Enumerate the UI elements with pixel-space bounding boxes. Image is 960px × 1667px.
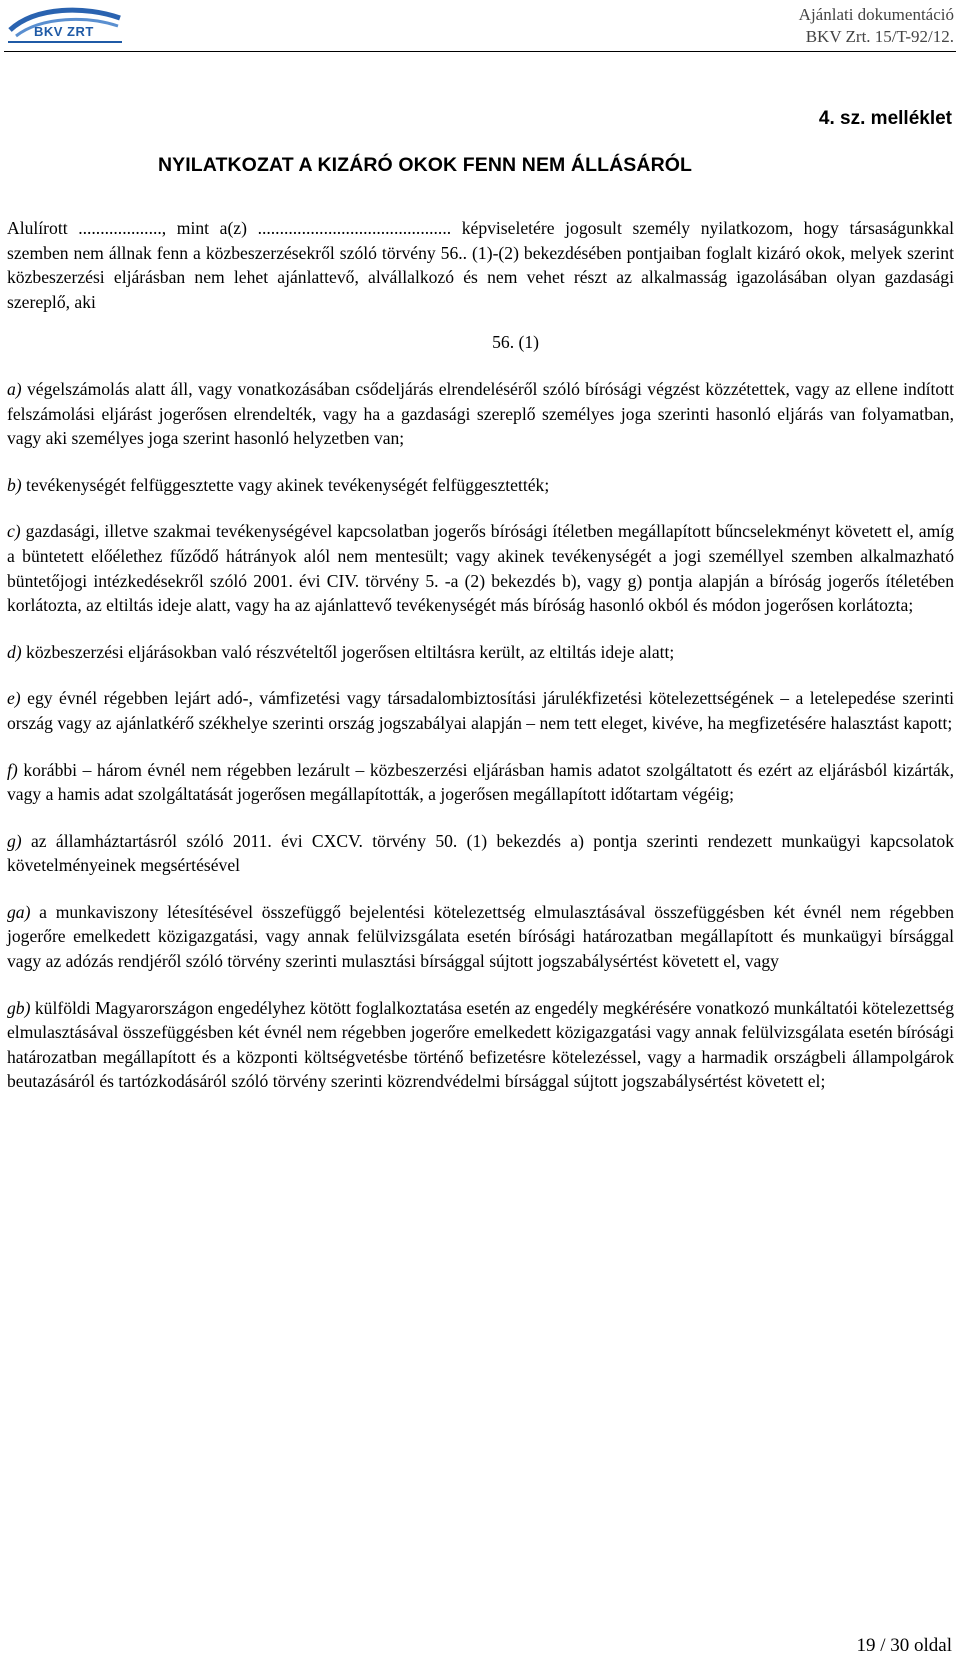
item-label: gb)	[7, 997, 31, 1018]
item-text: korábbi – három évnél nem régebben lezárult – közbeszerzési eljárásban hamis adatot szolgáltatott és ezért az eljárásból kizárták, vagy a hamis adat szolgáltatását jogerősen megállapították, a jogerősen megállapított időtartam végéig;	[7, 759, 954, 805]
item-label: e)	[7, 688, 21, 709]
item-a	[7, 377, 954, 451]
item-label: c)	[7, 521, 21, 542]
item-ga	[7, 900, 954, 974]
item-e	[7, 686, 954, 735]
item-text: tevékenységét felfüggesztette vagy akinek tevékenységét felfüggesztették;	[21, 474, 550, 495]
item-c	[7, 519, 954, 617]
item-label: g)	[7, 830, 22, 851]
intro-paragraph: Alulírott ..................., mint a(z) ............................................ képviseletére jogosult személy nyilatkozom, hogy társaságunkkal szemben nem állnak fenn a közbeszerzésekről szóló törvény 56.. (1)-(2) bekezdésében pontjaiban foglalt kizáró okok, melyek szerint közbeszerzési eljárásban nem lehet ajánlattevő, alvállalkozó és nem vehet részt az alkalmasság igazolásában olyan gazdasági szereplő, aki	[7, 218, 954, 312]
item-label: b)	[7, 474, 22, 495]
page-header	[0, 0, 960, 50]
item-text: az államháztartásról szóló 2011. évi CXCV. törvény 50. (1) bekezdés a) pontja szerinti rendezett munkaügyi kapcsolatok követelményeinek megsértésével	[7, 830, 954, 876]
item-text: a munkaviszony létesítésével összefüggő bejelentési kötelezettség elmulasztásával összefüggésben két évnél nem régebben jogerőre emelkedett közigazgatási, vagy annak felülvizsgálata esetén bírósági határozatban megállapított és munkaügyi bírsággal vagy az adózás rendjéről szóló törvény szerinti mulasztási bírsággal sújtott jogszabálysértést követett el, vagy	[7, 901, 954, 972]
doc-type: Ajánlati dokumentáció	[798, 5, 954, 24]
page-number: 19 / 30 oldal	[856, 1635, 952, 1656]
item-text: külföldi Magyarországon engedélyhez kötött foglalkoztatása esetén az engedély megkérésére vonatkozó munkáltatói kötelezettség elmulasztásával összefüggésben két évnél nem régebben jogerőre emelkedett közigazgatási vagy annak felülvizsgálata esetén bírósági határozatban megállapított és a központi költségvetésbe történő befizetésre kötelezéssel, vagy a harmadik országbeli állampolgárok beutazásáról és tartózkodásáról szóló törvény szerinti közrendvédelmi bírsággal sújtott jogszabálysértést követett el;	[7, 997, 954, 1092]
page-title	[0, 154, 960, 177]
section-heading: 56. (1)	[492, 332, 539, 353]
item-g	[7, 829, 954, 878]
item-b	[7, 473, 954, 498]
annex-number: 4. sz. melléklet	[818, 108, 952, 129]
header-doc-info	[799, 4, 954, 48]
logo-text: BKV ZRT	[34, 24, 94, 39]
item-text: egy évnél régebben lejárt adó-, vámfizetési vagy társadalombiztosítási járulékfizetési kötelezettségének – a letelepedése szerinti ország vagy az ajánlatkérő székhelye szerinti ország jogszabályai alapján – nem tett eleget, kivéve, ha megfizetésére halasztást kapott;	[7, 688, 954, 733]
doc-reference: BKV Zrt. 15/T-92/12.	[805, 27, 954, 46]
item-label: f)	[7, 759, 18, 780]
item-text: közbeszerzési eljárásokban való részvételtől jogerősen eltiltásra került, az eltiltás ideje alatt;	[21, 641, 675, 662]
item-gb	[7, 996, 954, 1094]
header-divider	[4, 51, 956, 52]
item-label: ga)	[7, 901, 31, 922]
document-body	[7, 216, 954, 1116]
item-f	[7, 758, 954, 807]
item-text: végelszámolás alatt áll, vagy vonatkozásában csődeljárás elrendeléséről szóló bírósági végzést közzétettek, vagy az ellene indított felszámolási eljárást jogerősen elrendelték, vagy ha a gazdasági szereplő személyes joga szerinti hasonló eljárás van folyamatban, vagy aki személyes joga szerint hasonló helyzetben van;	[7, 378, 954, 449]
item-d	[7, 640, 954, 665]
bkv-logo	[6, 4, 124, 46]
item-label: d)	[7, 641, 22, 662]
item-text: gazdasági, illetve szakmai tevékenységével kapcsolatban jogerős bírósági ítéletben megállapított bűncselekményt követett el, amíg a büntetett előélethez fűződő hátrányok alól nem mentesült; vagy akinek tevékenységét a jogi személlyel szemben alkalmazható büntetőjogi intézkedésekről szóló 2001. évi CIV. törvény 5. -a (2) bekezdés b), vagy g) pontja alapján a bíróság jogerős ítéletében korlátozta, az eltiltás ideje alatt, vagy ha az ajánlattevő tevékenységét más bíróság hasonló okból és módon jogerősen korlátozta;	[7, 521, 954, 616]
page-title-text: NYILATKOZAT A KIZÁRÓ OKOK FENN NEM ÁLLÁSÁRÓL	[157, 154, 693, 176]
item-label: a)	[7, 378, 22, 399]
